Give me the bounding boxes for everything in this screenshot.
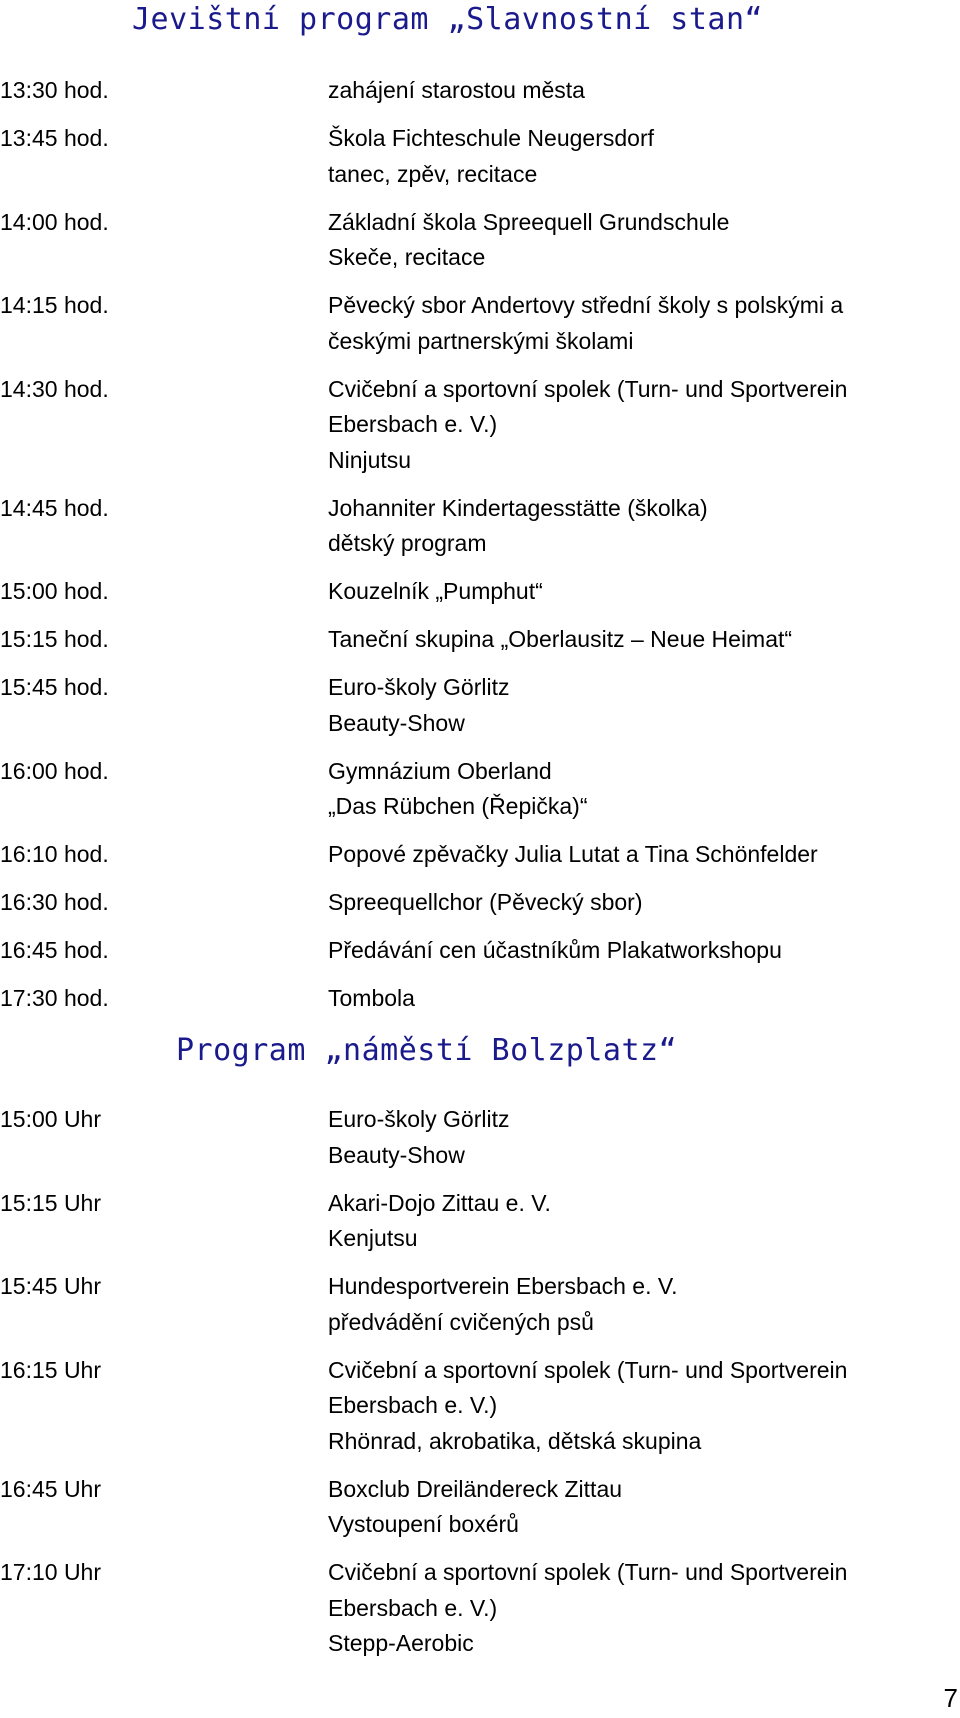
schedule-description (328, 1472, 930, 1543)
schedule-row (0, 491, 930, 562)
schedule-row (0, 670, 930, 741)
schedule-row (0, 574, 930, 610)
schedule-description-line: Euro-školy Görlitz (328, 1106, 510, 1132)
schedule-row (0, 1186, 930, 1257)
schedule-time: 16:45 Uhr (0, 1475, 102, 1502)
schedule-description-line: českými partnerskými školami (328, 327, 634, 354)
schedule-description-line: Popové zpěvačky Julia Lutat a Tina Schönfelder (328, 841, 818, 867)
schedule-row (0, 933, 930, 969)
schedule-description-line: Beauty-Show (328, 1141, 465, 1168)
schedule-description-line: Taneční skupina „Oberlausitz – Neue Heimat“ (328, 626, 793, 652)
schedule-time: 14:15 hod. (0, 292, 109, 318)
schedule-time: 16:30 hod. (0, 889, 109, 915)
schedule-description (328, 205, 930, 276)
schedule-row (0, 837, 930, 873)
schedule-row (0, 981, 930, 1017)
schedule-description-line: tanec, zpěv, recitace (328, 160, 538, 187)
schedule-row (0, 205, 930, 276)
schedule-row (0, 1102, 930, 1173)
page-number: 7 (943, 1683, 958, 1713)
schedule-description (328, 1269, 930, 1340)
schedule-time: 16:45 hod. (0, 937, 109, 963)
schedule-description-line: Tombola (328, 985, 415, 1011)
schedule-time: 15:45 Uhr (0, 1273, 102, 1299)
schedule-description (328, 885, 930, 921)
schedule-row (0, 1269, 930, 1340)
schedule-row (0, 1353, 930, 1460)
bolzplatz-program-schedule (0, 1102, 930, 1662)
schedule-time: 16:10 hod. (0, 841, 109, 867)
schedule-description (328, 121, 930, 192)
schedule-time: 13:30 hod. (0, 77, 109, 103)
schedule-time: 17:30 hod. (0, 985, 109, 1011)
schedule-description (328, 622, 930, 658)
schedule-description-line: Euro-školy Görlitz (328, 674, 510, 700)
schedule-description-line: Škola Fichteschule Neugersdorf (328, 125, 654, 151)
schedule-description-line: Skeče, recitace (328, 244, 486, 270)
schedule-description-line: Základní škola Spreequell Grundschule (328, 208, 730, 235)
schedule-time: 14:00 hod. (0, 208, 109, 235)
schedule-time: 14:30 hod. (0, 375, 109, 402)
schedule-description-line: Cvičební a sportovní spolek (Turn- und Sportverein (328, 375, 848, 402)
schedule-description (328, 670, 930, 741)
schedule-description-line: Ebersbach e. V.) (328, 1594, 498, 1621)
schedule-description-line: dětský program (328, 530, 487, 556)
schedule-time: 15:00 hod. (0, 578, 109, 604)
schedule-description-line: Spreequellchor (Pěvecký sbor) (328, 889, 643, 915)
schedule-description-line: Hundesportverein Ebersbach e. V. (328, 1273, 678, 1299)
schedule-description (328, 981, 930, 1017)
section-title-stage-program: Jevištní program „Slavnostní stan“ (132, 2, 764, 37)
schedule-row (0, 372, 930, 479)
schedule-description-line: předvádění cvičených psů (328, 1308, 594, 1335)
schedule-description-line: Kouzelník „Pumphut“ (328, 578, 543, 604)
schedule-description-line: Johanniter Kindertagesstätte (školka) (328, 494, 708, 521)
schedule-description (328, 1353, 930, 1460)
schedule-description-line: Ebersbach e. V.) (328, 411, 498, 437)
schedule-description (328, 1102, 930, 1173)
schedule-description-line: Cvičební a sportovní spolek (Turn- und Sportverein (328, 1356, 848, 1383)
schedule-description-line: Beauty-Show (328, 709, 465, 736)
schedule-description-line: „Das Rübchen (Řepička)“ (328, 793, 588, 819)
schedule-description (328, 73, 930, 109)
schedule-time: 14:45 hod. (0, 494, 109, 521)
schedule-time: 15:45 hod. (0, 674, 109, 700)
schedule-description (328, 1186, 930, 1257)
schedule-time: 15:15 Uhr (0, 1189, 102, 1216)
schedule-time: 13:45 hod. (0, 125, 109, 151)
schedule-description (328, 372, 930, 479)
schedule-description-line: Ninjutsu (328, 446, 412, 473)
schedule-description (328, 754, 930, 825)
schedule-description (328, 837, 930, 873)
schedule-description-line: zahájení starostou města (328, 77, 585, 103)
schedule-row (0, 1472, 930, 1543)
schedule-time: 15:15 hod. (0, 626, 109, 652)
schedule-description-line: Ebersbach e. V.) (328, 1392, 498, 1418)
schedule-row (0, 885, 930, 921)
schedule-description-line: Gymnázium Oberland (328, 757, 552, 784)
schedule-description (328, 574, 930, 610)
schedule-description-line: Vystoupení boxérů (328, 1511, 519, 1537)
schedule-row (0, 288, 930, 359)
schedule-description (328, 491, 930, 562)
schedule-description-line: Akari-Dojo Zittau e. V. (328, 1189, 551, 1216)
section-title-bolzplatz-program: Program „náměstí Bolzplatz“ (176, 1033, 678, 1068)
schedule-description (328, 288, 930, 359)
schedule-row (0, 754, 930, 825)
schedule-description-line: Pěvecký sbor Andertovy střední školy s polskými a (328, 292, 844, 318)
schedule-description-line: Boxclub Dreiländereck Zittau (328, 1475, 623, 1502)
schedule-row (0, 1555, 930, 1662)
schedule-description (328, 1555, 930, 1662)
schedule-description-line: Kenjutsu (328, 1225, 418, 1251)
schedule-row (0, 622, 930, 658)
schedule-description-line: Předávání cen účastníkům Plakatworkshopu (328, 937, 782, 963)
schedule-description-line: Stepp-Aerobic (328, 1630, 474, 1656)
schedule-time: 16:00 hod. (0, 757, 109, 784)
schedule-time: 15:00 Uhr (0, 1106, 102, 1132)
schedule-description-line: Rhönrad, akrobatika, dětská skupina (328, 1427, 702, 1454)
stage-program-schedule (0, 73, 930, 1017)
schedule-row (0, 121, 930, 192)
schedule-time: 17:10 Uhr (0, 1559, 102, 1585)
schedule-time: 16:15 Uhr (0, 1356, 102, 1383)
schedule-description-line: Cvičební a sportovní spolek (Turn- und Sportverein (328, 1559, 848, 1585)
schedule-row (0, 73, 930, 109)
schedule-description (328, 933, 930, 969)
